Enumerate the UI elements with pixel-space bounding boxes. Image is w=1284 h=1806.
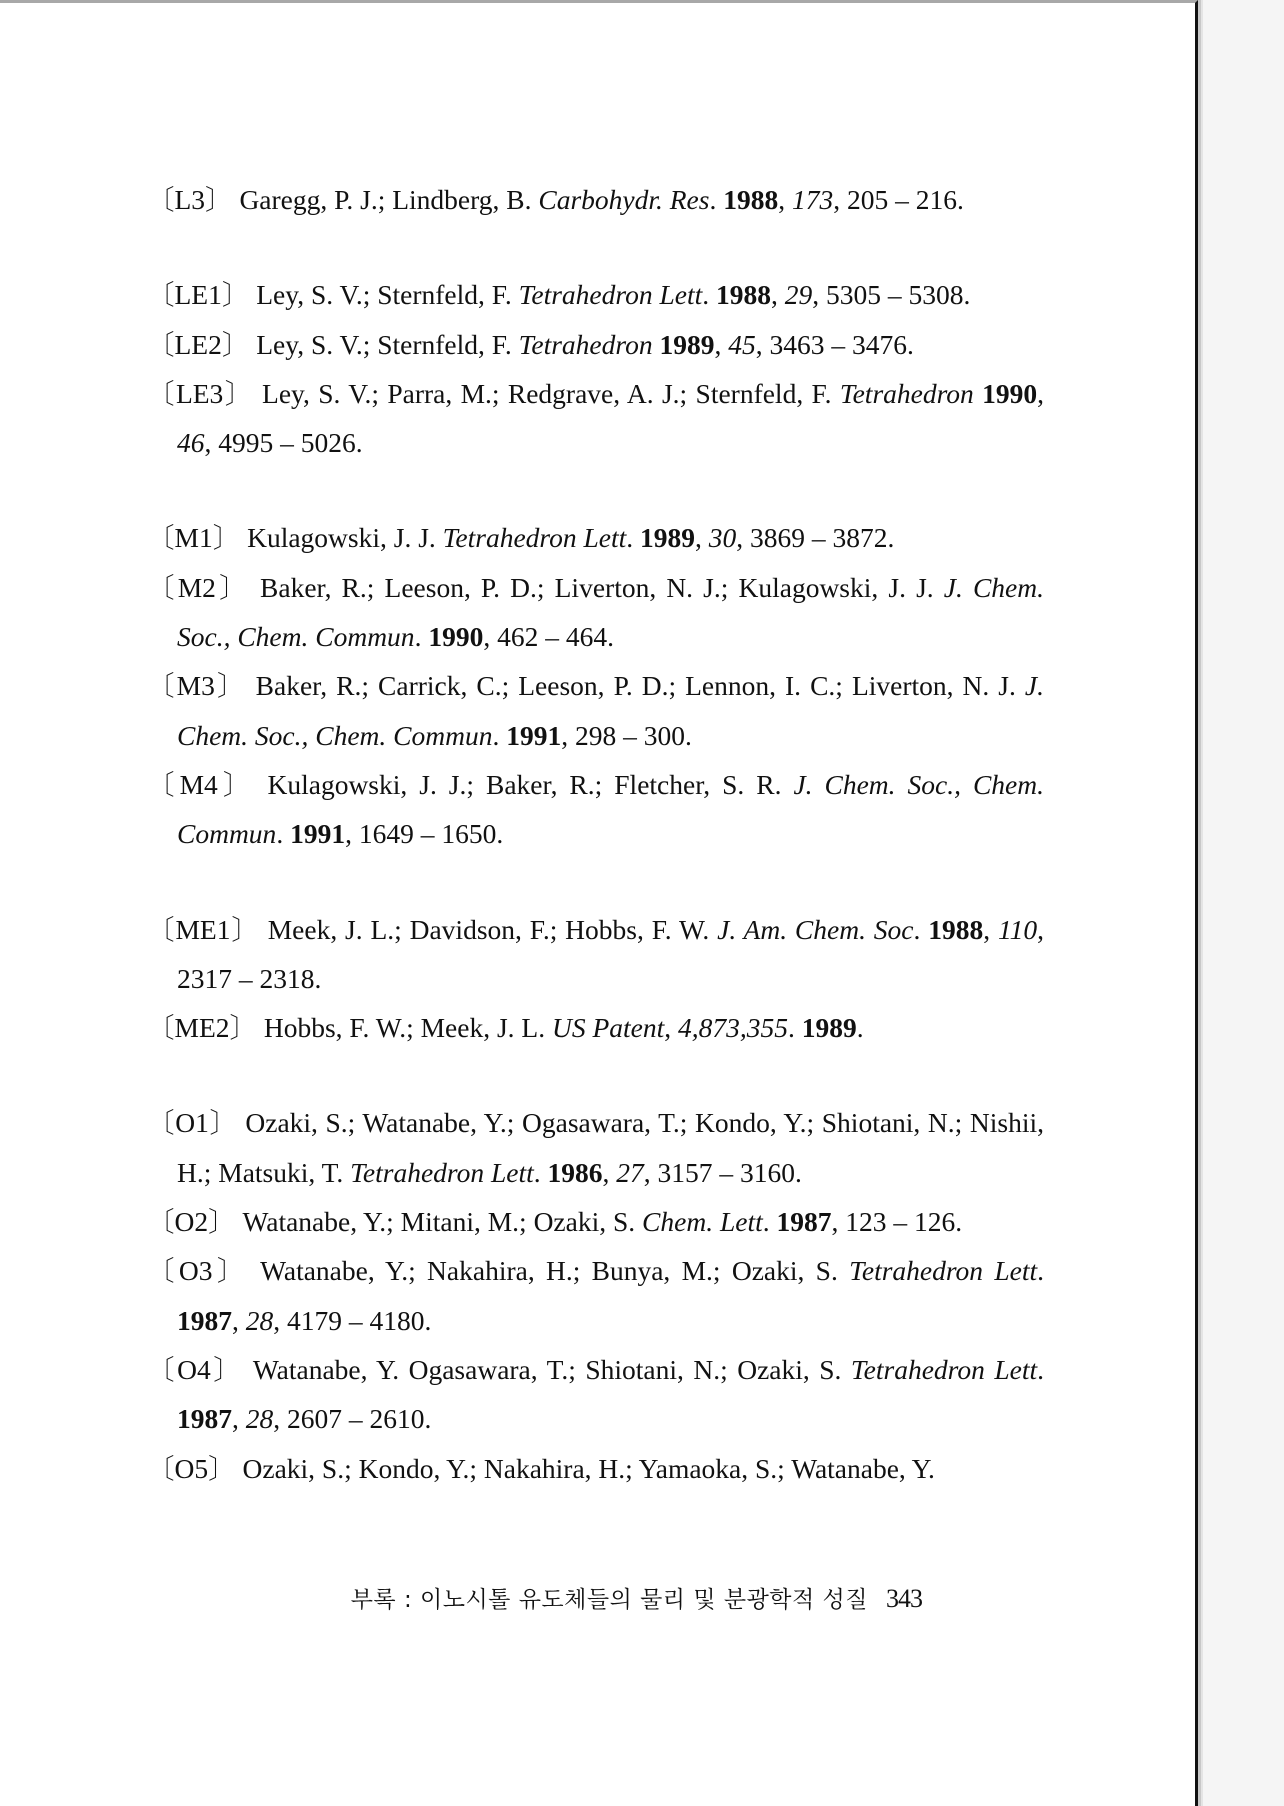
reference-year: 1986 [547,1156,603,1188]
reference-text: . [762,1206,777,1238]
reference-italic-text: US Patent [551,1012,665,1044]
reference-group [147,270,1044,467]
reference-text: , [1037,377,1044,409]
reference-italic-text: 28 [245,1403,274,1435]
reference-text: , [664,1012,678,1044]
reference-text: , 1649 – 1650. [345,818,504,850]
reference-year: 1988 [723,184,779,215]
reference-text [974,378,982,409]
reference-text: . [709,184,724,215]
reference-text: , [232,1304,246,1336]
reference-italic-text: J. Chem. Soc., Chem. Commun [177,670,1045,751]
reference-text: , 4995 – 5026. [204,427,363,459]
reference-italic-text: Carbohydr. Res [538,184,710,215]
reference-text: , 462 – 464. [483,621,614,653]
reference-group [147,175,1044,224]
running-title: 부록 : 이노시톨 유도체들의 물리 및 분광학적 성질 [350,1587,868,1613]
reference-text: Ozaki, S.; Kondo, Y.; Nakahira, H.; Yamaoka, S.; Watanabe, Y. [235,1452,935,1484]
reference-text: , [602,1156,617,1188]
reference-entry [147,320,1044,369]
reference-italic-text: Tetrahedron Lett [350,1156,534,1188]
reference-italic-text: 27 [616,1156,644,1188]
reference-text: . [276,818,291,850]
reference-text: . [533,1156,548,1188]
reference-text: . [1037,1255,1044,1287]
reference-text: Watanabe, Y. Ogasawara, T.; Shiotani, N.; Ozaki, S. [243,1353,851,1385]
reference-text: . [702,279,716,311]
reference-italic-text: Tetrahedron Lett [849,1255,1038,1287]
reference-text: Kulagowski, J. J.; Baker, R.; Fletcher, S. R. [255,768,794,800]
reference-italic-text: Tetrahedron [839,377,974,409]
reference-tag: 〔O3〕 [147,1255,249,1287]
reference-year: 1988 [715,279,771,311]
reference-text: Baker, R.; Leeson, P. D.; Liverton, N. J.; Kulagowski, J. J. [249,571,944,603]
reference-text: Ley, S. V.; Sternfeld, F. [249,328,519,360]
reference-text: , 298 – 300. [561,719,692,751]
reference-text: Garegg, P. J.; Lindberg, B. [232,184,539,215]
reference-italic-text: 29 [784,279,813,311]
reference-tag: 〔M4〕 [147,768,256,800]
reference-italic-text: 4,873,355 [678,1012,788,1044]
reference-text: , 3869 – 3872. [736,522,895,554]
reference-tag: 〔LE3〕 [147,377,254,409]
page-footer [351,1581,922,1614]
reference-tag: 〔O2〕 [147,1206,236,1238]
reference-text: . [788,1012,802,1044]
reference-entry [147,1098,1044,1197]
reference-tag: 〔O4〕 [147,1353,244,1385]
reference-year: 1989 [640,522,696,554]
reference-entry [147,905,1044,1004]
reference-year: 1987 [776,1206,832,1238]
reference-text: . [1037,1353,1044,1385]
reference-text: . [913,913,929,945]
reference-year: 1990 [982,377,1038,409]
reference-year: 1989 [801,1012,857,1044]
reference-text: Watanabe, Y.; Mitani, M.; Ozaki, S. [235,1206,643,1238]
reference-tag: 〔ME1〕 [147,913,260,945]
reference-entry [147,760,1044,859]
reference-text: , 5305 – 5308. [812,279,971,311]
reference-tag: 〔LE2〕 [147,328,250,360]
reference-text: Ozaki, S.; Watanabe, Y.; Ogasawara, T.; Kondo, Y.; Shiotani, N.; Nishii, H.; Matsuki, T. [177,1107,1044,1188]
reference-tag: 〔LE1〕 [147,279,250,311]
reference-italic-text: 110 [997,913,1038,945]
reference-entry [147,1345,1044,1444]
reference-text: , 2317 – 2318. [177,913,1045,994]
reference-text: , 4179 – 4180. [273,1304,432,1336]
reference-entry [147,513,1044,562]
reference-text: , 123 – 126. [831,1206,963,1238]
reference-year: 1989 [659,328,715,360]
reference-year: 1990 [428,621,484,653]
reference-text: Ley, S. V.; Sternfeld, F. [249,279,519,311]
reference-text: , 3157 – 3160. [643,1156,802,1188]
reference-italic-text: 30 [708,522,737,554]
reference-year: 1988 [928,913,984,945]
reference-entry [147,369,1044,468]
reference-list [147,175,1044,1539]
reference-text: . [414,621,429,653]
reference-year: 1987 [177,1403,232,1435]
reference-text: , [778,184,792,215]
reference-italic-text: 173 [791,184,834,215]
reference-text: . [626,522,641,554]
reference-entry [147,1003,1044,1052]
reference-group [147,513,1044,858]
reference-text: , 3463 – 3476. [755,328,914,360]
reference-entry [147,661,1044,760]
reference-text: Meek, J. L.; Davidson, F.; Hobbs, F. W. [259,913,718,945]
reference-text: Baker, R.; Carrick, C.; Leeson, P. D.; Lennon, I. C.; Liverton, N. J. [246,670,1025,702]
reference-tag: 〔M3〕 [147,670,247,702]
reference-text: , [714,328,729,360]
reference-entry [147,175,1044,224]
reference-italic-text: J. Chem. Soc., Chem. Commun [177,768,1044,850]
reference-tag: 〔M2〕 [147,571,250,603]
reference-italic-text: 45 [728,328,756,360]
reference-year: 1991 [506,719,562,751]
reference-italic-text: Tetrahedron Lett [442,522,627,554]
reference-entry [147,563,1044,662]
reference-group [147,1098,1044,1492]
reference-text: . [492,719,507,751]
reference-text: , [983,913,998,945]
reference-text: , 2607 – 2610. [273,1403,432,1435]
reference-text: , [770,279,785,311]
reference-italic-text: J. Chem. Soc., Chem. Commun [177,571,1044,653]
reference-year: 1991 [290,818,346,850]
reference-tag: 〔O5〕 [147,1452,236,1484]
reference-italic-text: Tetrahedron [518,328,653,360]
reference-entry [147,270,1044,319]
reference-tag: 〔L3〕 [147,184,233,215]
reference-text: Ley, S. V.; Parra, M.; Redgrave, A. J.; Sternfeld, F. [253,377,840,409]
reference-text: , 205 – 216. [833,184,964,215]
reference-text: , [695,522,709,554]
reference-text: . [856,1012,864,1044]
reference-group [147,905,1044,1053]
page-number: 343 [886,1584,922,1613]
reference-text: Kulagowski, J. J. [240,522,443,554]
reference-text: Watanabe, Y.; Nakahira, H.; Bunya, M.; Ozaki, S. [248,1255,850,1287]
reference-italic-text: Tetrahedron Lett [518,279,703,311]
reference-italic-text: Tetrahedron Lett [850,1353,1038,1385]
reference-entry [147,1197,1044,1246]
reference-text: , [232,1403,246,1435]
reference-entry [147,1444,1044,1493]
reference-italic-text: 46 [177,427,205,459]
reference-text: Hobbs, F. W.; Meek, J. L. [257,1012,552,1044]
reference-tag: 〔ME2〕 [147,1012,257,1044]
reference-tag: 〔M1〕 [147,522,241,554]
reference-year: 1987 [177,1304,232,1336]
reference-italic-text: Chem. Lett [642,1206,763,1238]
reference-italic-text: J. Am. Chem. Soc [717,913,914,945]
reference-italic-text: 28 [245,1304,274,1336]
reference-tag: 〔O1〕 [147,1107,238,1139]
reference-entry [147,1246,1044,1345]
